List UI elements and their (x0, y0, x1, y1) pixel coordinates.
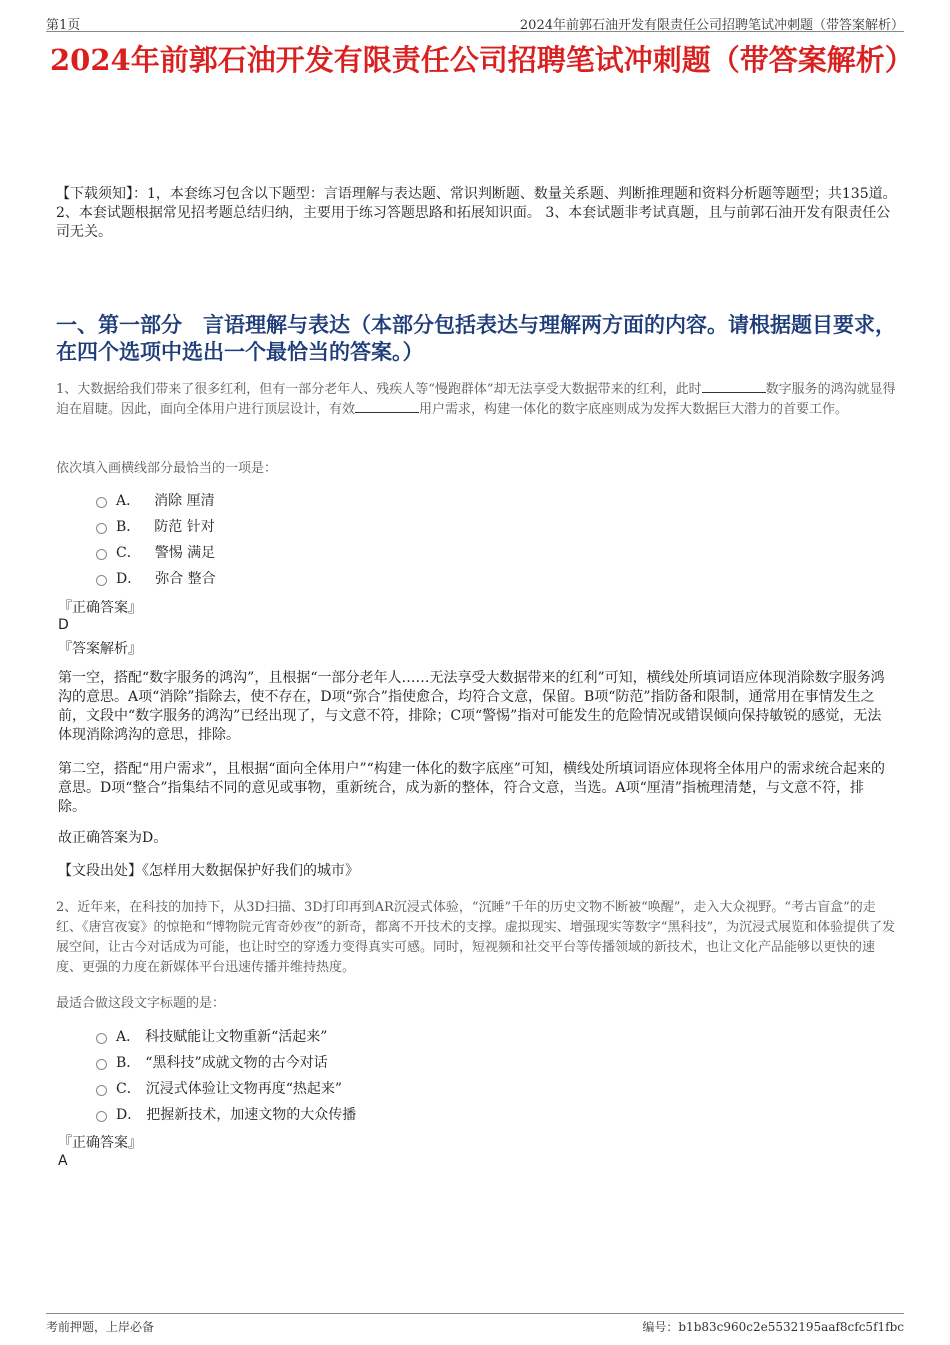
question-1-part3: 用户需求，构建一体化的数字底座则成为发挥大数据巨大潜力的首要工作。 (419, 402, 849, 417)
question-2-options (96, 1023, 356, 1127)
option-d[interactable]: D． 弥合 整合 (96, 565, 216, 591)
radio-icon[interactable] (96, 523, 107, 534)
analysis-paragraph-2: 第二空，搭配“用户需求”，且根据“面向全体用户”“构建一体化的数字底座”可知，横线处所填词语应体现将全体用户的需求统合起来的意思。D项“整合”指集结不同的意见或事物，重新统合，成为新的整体，符合文意，当选。A项“厘清”指梳理清楚，与文意不符，排除。 (58, 761, 885, 815)
fill-blank-1 (702, 381, 766, 393)
question-1-options (96, 487, 216, 591)
radio-icon[interactable] (96, 1111, 107, 1122)
footer-serial: 编号：b1b83c960c2e5532195aaf8cfc5f1fbc (642, 1320, 904, 1334)
radio-icon[interactable] (96, 497, 107, 508)
radio-icon[interactable] (96, 575, 107, 586)
correct-answer: A (58, 1153, 68, 1169)
question-1-part1: 1、大数据给我们带来了很多红利，但有一部分老年人、残疾人等“慢跑群体”却无法享受大数据带来的红利，此时 (56, 382, 702, 397)
option-d[interactable]: D． 把握新技术，加速文物的大众传播 (96, 1101, 356, 1127)
correct-answer: D (58, 617, 69, 633)
option-a[interactable]: A． 科技赋能让文物重新“活起来” (96, 1023, 356, 1049)
page-footer (46, 1313, 904, 1333)
header-title: 2024年前郭石油开发有限责任公司招聘笔试冲刺题（带答案解析） (519, 18, 904, 33)
download-notice: 【下载须知】：1，本套练习包含以下题型：言语理解与表达题、常识判断题、数量关系题、判断推理题和资料分析题等题型；共135道。 2、本套试题根据常见招考题总结归纳，主要用于练习答题思路和拓展知识面。 3、本套试题非考试真题，且与前郭石油开发有限责任公司无关。 (56, 186, 897, 240)
question-2-prompt: 最适合做这段文字标题的是： (56, 996, 226, 1011)
question-1-prompt: 依次填入画横线部分最恰当的一项是： (56, 461, 278, 476)
analysis-label: 『答案解析』 (58, 641, 142, 657)
analysis-paragraph-1: 第一空，搭配“数字服务的鸿沟”，且根据“一部分老年人……无法享受大数据带来的红利”可知，横线处所填词语应体现消除数字服务鸿沟的意思。A项“消除”指除去，使不存在，D项“弥合”指使愈合，均符合文意，保留。B项“防范”指防备和限制，通常用在事情发生之前，文段中“数字服务的鸿沟”已经出现了，与文意不符，排除；C项“警惕”指对可能发生的危险情况或错误倾向保持敏锐的感觉，无法体现消除鸿沟的意思，排除。 (58, 670, 885, 743)
radio-icon[interactable] (96, 1059, 107, 1070)
option-c[interactable]: C． 警惕 满足 (96, 539, 216, 565)
fill-blank-2 (355, 401, 419, 413)
page-number: 第1页 (46, 18, 81, 33)
document-title: 2024年前郭石油开发有限责任公司招聘笔试冲刺题（带答案解析） (50, 43, 914, 77)
source-citation: 【文段出处】《怎样用大数据保护好我们的城市》 (58, 863, 359, 879)
radio-icon[interactable] (96, 1085, 107, 1096)
correct-answer-label: 『正确答案』 (58, 600, 142, 616)
radio-icon[interactable] (96, 549, 107, 560)
option-b[interactable]: B． 防范 针对 (96, 513, 216, 539)
footer-slogan: 考前押题，上岸必备 (46, 1320, 155, 1334)
question-2-text: 2、近年来，在科技的加持下，从3D扫描、3D打印再到AR沉浸式体验，“沉睡”千年的历史文物不断被“唤醒”，走入大众视野。“考古盲盒”的走红、《唐宫夜宴》的惊艳和“博物院元宵奇妙夜”的新奇，都离不开技术的支撑。虚拟现实、增强现实等数字“黑科技”，为沉浸式展览和体验提供了发展空间，让古今对话成为可能，也让时空的穿透力变得真实可感。同时，短视频和社交平台等传播领域的新技术，也让文化产品能够以更快的速度、更强的力度在新媒体平台迅速传播并维持热度。 (56, 900, 896, 975)
option-a[interactable]: A． 消除 厘清 (96, 487, 216, 513)
question-1-part2: 数字服务的鸿沟就显得迫在眉睫。因此，面向全体用户进行顶层设计，有效 (56, 382, 896, 417)
option-c[interactable]: C． 沉浸式体验让文物再度“热起来” (96, 1075, 356, 1101)
correct-answer-label: 『正确答案』 (58, 1135, 142, 1151)
section-title: 一、第一部分 言语理解与表达（本部分包括表达与理解两方面的内容。请根据题目要求，在四个选项中选出一个最恰当的答案。） (56, 312, 896, 364)
page-header (46, 12, 904, 32)
radio-icon[interactable] (96, 1033, 107, 1044)
question-1-text (56, 380, 898, 420)
analysis-conclusion: 故正确答案为D。 (58, 830, 168, 846)
option-b[interactable]: B． “黑科技”成就文物的古今对话 (96, 1049, 356, 1075)
